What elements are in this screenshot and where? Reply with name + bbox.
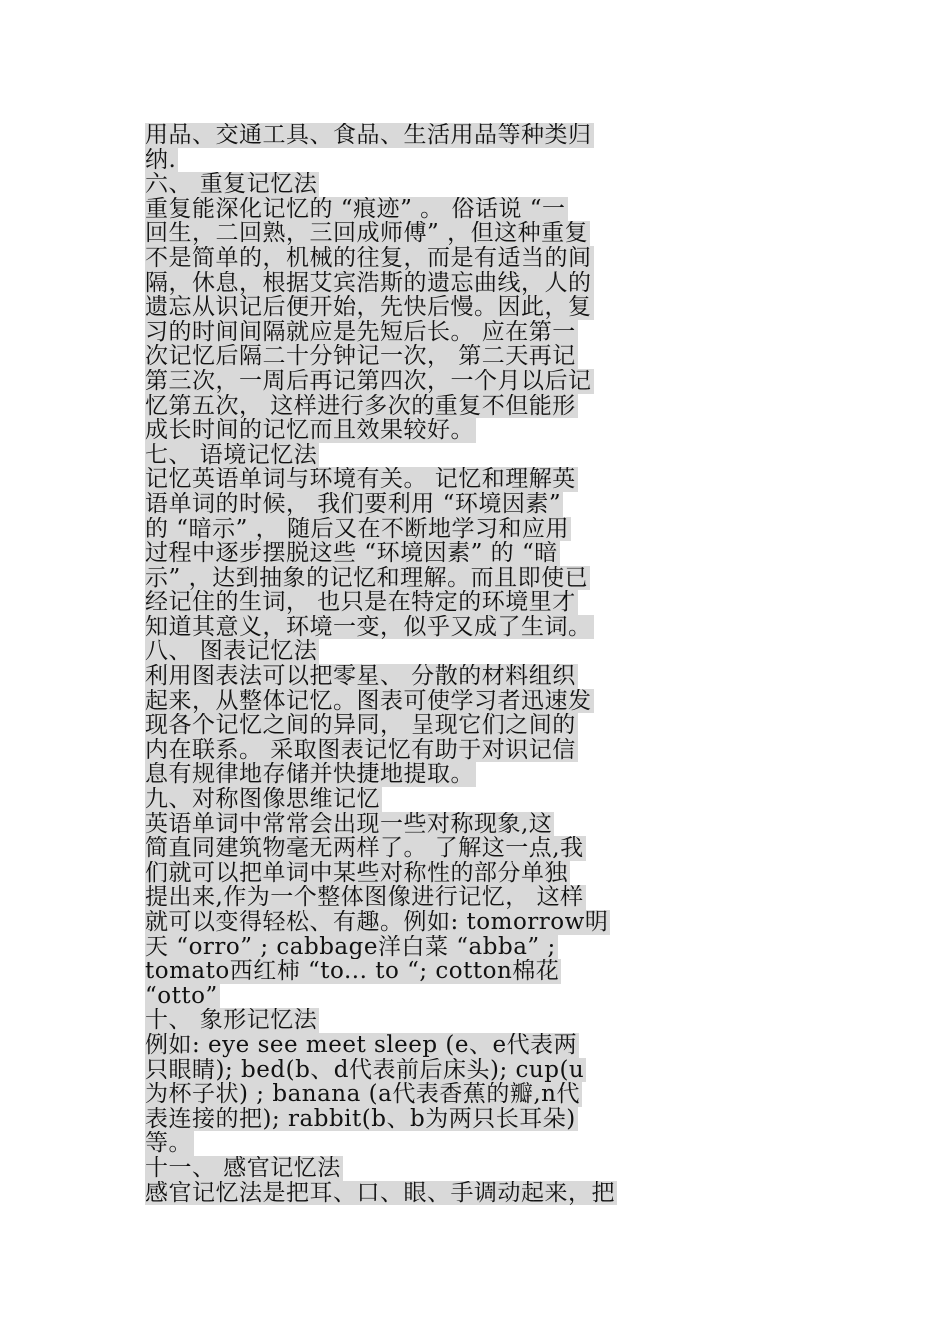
text-line: [145, 885, 809, 910]
text-line: [145, 664, 809, 689]
text-line: [145, 295, 809, 320]
text-line: [145, 959, 809, 984]
text-line-content: 语单词的时候， 我们要利用 “环境因素”: [145, 491, 562, 517]
text-line: [145, 1181, 809, 1206]
text-line-content: 天 “orro” ; cabbage洋白菜 “abba” ;: [145, 934, 556, 960]
text-line: [145, 394, 809, 419]
text-line-content: 重复能深化记忆的 “痕迹” 。 俗话说 “一: [145, 196, 566, 222]
text-line: [145, 344, 809, 369]
text-line: [145, 615, 809, 640]
text-line: [145, 1033, 809, 1058]
text-line: [145, 418, 809, 443]
text-line: [145, 787, 809, 812]
text-line-content: 利用图表法可以把零星、 分散的材料组织: [145, 664, 576, 689]
text-line: [145, 639, 809, 664]
text-line-content: 十、 象形记忆法: [145, 1008, 318, 1033]
text-line-content: 十一、 感官记忆法: [145, 1155, 341, 1181]
text-line: [145, 984, 809, 1009]
text-line: [145, 1107, 809, 1132]
text-line-content: 表连接的把); rabbit(b、b为两只长耳朵): [145, 1106, 576, 1132]
text-line-content: 内在联系。 采取图表记忆有助于对识记信: [145, 737, 576, 763]
text-line-content: 简直同建筑物毫无两样了。 了解这一点,我: [145, 836, 584, 861]
text-line-content: 习的时间间隔就应是先短后长。 应在第一: [145, 319, 576, 345]
text-line-content: 示” ，达到抽象的记忆和理解。而且即使已: [145, 565, 589, 591]
text-line: [145, 517, 809, 542]
text-line: [145, 910, 809, 935]
text-line-content: 回生，二回熟，三回成师傅” ，但这种重复: [145, 221, 589, 246]
text-line: [145, 123, 809, 148]
text-line: [145, 221, 809, 246]
text-line-content: 六、 重复记忆法: [145, 172, 318, 197]
text-line: [145, 1008, 809, 1033]
text-line: [145, 271, 809, 296]
body-text: [145, 123, 809, 1205]
text-line-content: 感官记忆法是把耳、口、眼、手调动起来，把: [145, 1180, 615, 1206]
text-line-content: 不是简单的，机械的往复，而是有适当的间: [145, 245, 592, 271]
text-line-content: 的 “暗示” ， 随后又在不断地学习和应用: [145, 516, 569, 542]
text-line-content: 成长时间的记忆而且效果较好。: [145, 418, 474, 443]
text-line: [145, 1156, 809, 1181]
text-line: [145, 541, 809, 566]
text-line-content: 第三次，一周后再记第四次，一个月以后记: [145, 368, 592, 394]
text-line-content: 记忆英语单词与环境有关。 记忆和理解英: [145, 467, 576, 492]
text-line: [145, 713, 809, 738]
text-line: [145, 566, 809, 591]
text-line-content: 七、 语境记忆法: [145, 442, 318, 468]
text-line-content: 九、对称图像思维记忆: [145, 787, 380, 812]
text-line-content: 隔，休息，根据艾宾浩斯的遗忘曲线，人的: [145, 270, 592, 296]
text-line-content: 为杯子状) ; banana (a代表香蕉的瓣,n代: [145, 1082, 580, 1107]
text-line-content: 知道其意义，环境一变，似乎又成了生词。: [145, 614, 592, 640]
text-line-content: 提出来,作为一个整体图像进行记忆， 这样: [145, 885, 584, 910]
text-line: [145, 172, 809, 197]
text-line: [145, 762, 809, 787]
text-line-content: 起来，从整体记忆。图表可使学习者迅速发: [145, 688, 592, 714]
text-line-content: tomato西红柿 “to... to “; cotton棉花: [145, 959, 560, 984]
text-line-content: 只眼睛); bed(b、d代表前后床头); cup(u: [145, 1057, 585, 1083]
text-line: [145, 861, 809, 886]
text-line-content: 现各个记忆之间的异同， 呈现它们之间的: [145, 713, 576, 738]
text-line: [145, 320, 809, 345]
text-line: [145, 492, 809, 517]
text-line-content: 次记忆后隔二十分钟记一次， 第二天再记: [145, 344, 576, 369]
text-line: [145, 148, 809, 173]
text-line: [145, 443, 809, 468]
text-line: [145, 935, 809, 960]
text-line-content: 纳.: [145, 147, 177, 173]
text-line: [145, 1131, 809, 1156]
text-line-content: 过程中逐步摆脱这些 “环境因素” 的 “暗: [145, 541, 558, 566]
text-line: [145, 246, 809, 271]
text-line-content: 例如: eye see meet sleep (e、e代表两: [145, 1032, 578, 1058]
text-line-content: 用品、交通工具、食品、生活用品等种类归: [145, 123, 592, 148]
text-line: [145, 738, 809, 763]
text-line-content: 等。: [145, 1131, 192, 1156]
text-line-content: 就可以变得轻松、有趣。例如: tomorrow明: [145, 910, 609, 935]
text-line-content: 经记住的生词， 也只是在特定的环境里才: [145, 590, 576, 615]
text-line: [145, 689, 809, 714]
text-line: [145, 467, 809, 492]
text-line-content: 遗忘从识记后便开始，先快后慢。因此，复: [145, 295, 592, 320]
text-line: [145, 812, 809, 837]
text-line-content: 八、 图表记忆法: [145, 639, 318, 665]
text-line-content: “otto”: [145, 983, 218, 1009]
text-line: [145, 197, 809, 222]
text-line: [145, 590, 809, 615]
text-line: [145, 369, 809, 394]
text-line: [145, 1082, 809, 1107]
text-line-content: 英语单词中常常会出现一些对称现象,这: [145, 811, 553, 837]
text-line-content: 们就可以把单词中某些对称性的部分单独: [145, 860, 568, 886]
text-line: [145, 836, 809, 861]
text-line-content: 息有规律地存储并快捷地提取。: [145, 762, 474, 788]
text-line-content: 忆第五次， 这样进行多次的重复不但能形: [145, 393, 576, 419]
text-line: [145, 1058, 809, 1083]
